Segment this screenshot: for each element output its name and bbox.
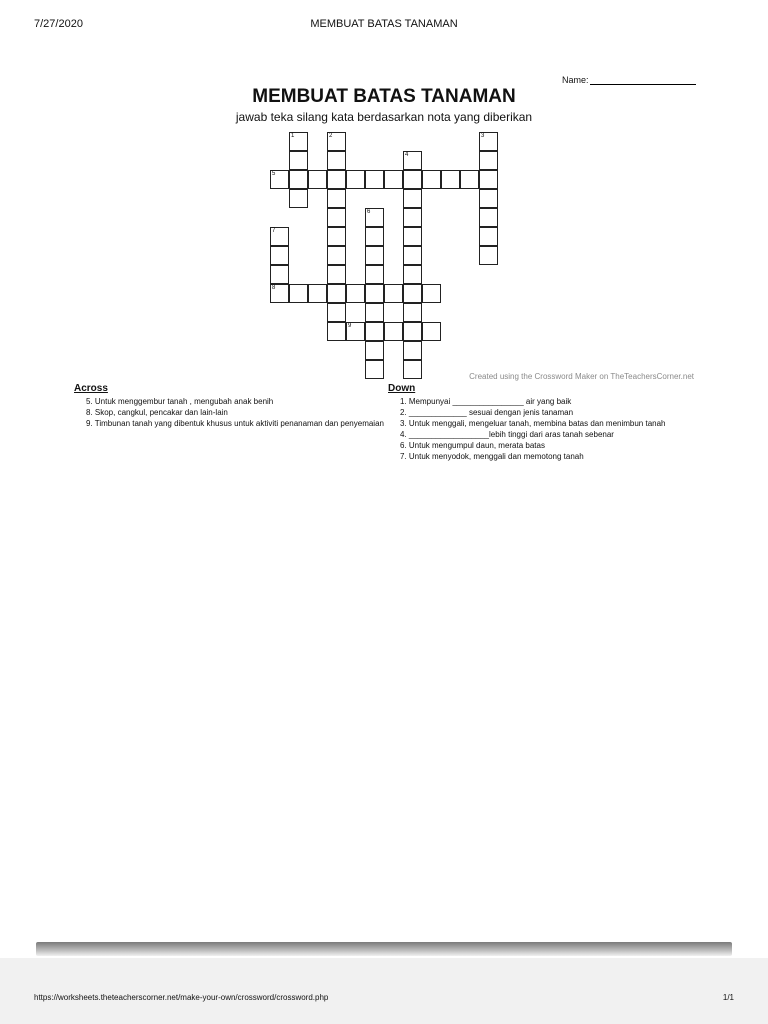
down-clue: 3. Untuk menggali, mengeluar tanah, membina batas dan menimbun tanah bbox=[400, 419, 666, 428]
down-clue: 1. Mempunyai ________________ air yang baik bbox=[400, 397, 572, 406]
crossword-cell[interactable] bbox=[327, 227, 346, 246]
crossword-cell[interactable] bbox=[460, 170, 479, 189]
across-clue: 8. Skop, cangkul, pencakar dan lain-lain bbox=[86, 408, 228, 417]
clue-number: 2 bbox=[329, 133, 333, 139]
clue-number: 5 bbox=[272, 171, 276, 177]
crossword-cell[interactable] bbox=[403, 265, 422, 284]
crossword-cell[interactable] bbox=[270, 227, 289, 246]
crossword-cell[interactable] bbox=[327, 132, 346, 151]
down-clue: 7. Untuk menyodok, menggali dan memotong tanah bbox=[400, 452, 584, 461]
crossword-cell[interactable] bbox=[384, 284, 403, 303]
crossword-cell[interactable] bbox=[403, 341, 422, 360]
crossword-cell[interactable] bbox=[365, 170, 384, 189]
crossword-cell[interactable] bbox=[403, 284, 422, 303]
crossword-cell[interactable] bbox=[479, 170, 498, 189]
crossword-cell[interactable] bbox=[365, 246, 384, 265]
crossword-cell[interactable] bbox=[327, 189, 346, 208]
crossword-cell[interactable] bbox=[365, 341, 384, 360]
down-clue: 6. Untuk mengumpul daun, merata batas bbox=[400, 441, 545, 450]
crossword-cell[interactable] bbox=[479, 227, 498, 246]
clue-number: 1 bbox=[291, 133, 295, 139]
crossword-cell[interactable] bbox=[308, 170, 327, 189]
crossword-cell[interactable] bbox=[422, 170, 441, 189]
crossword-cell[interactable] bbox=[346, 170, 365, 189]
name-label: Name: bbox=[562, 75, 589, 85]
crossword-cell[interactable] bbox=[289, 170, 308, 189]
crossword-cell[interactable] bbox=[365, 322, 384, 341]
crossword-cell[interactable] bbox=[270, 170, 289, 189]
crossword-cell[interactable] bbox=[365, 227, 384, 246]
crossword-cell[interactable] bbox=[327, 303, 346, 322]
down-clue: 4. __________________lebih tinggi dari aras tanah sebenar bbox=[400, 430, 614, 439]
crossword-cell[interactable] bbox=[270, 246, 289, 265]
crossword-cell[interactable] bbox=[327, 322, 346, 341]
across-clue: 9. Timbunan tanah yang dibentuk khusus untuk aktiviti penanaman dan penyemaian bbox=[86, 419, 384, 428]
crossword-cell[interactable] bbox=[289, 189, 308, 208]
crossword-cell[interactable] bbox=[403, 227, 422, 246]
crossword-cell[interactable] bbox=[403, 246, 422, 265]
footer-url: https://worksheets.theteacherscorner.net/make-your-own/crossword/crossword.php bbox=[34, 993, 329, 1002]
worksheet-subtitle: jawab teka silang kata berdasarkan nota yang diberikan bbox=[235, 110, 533, 124]
crossword-cell[interactable] bbox=[422, 284, 441, 303]
clue-number: 3 bbox=[481, 133, 485, 139]
crossword-cell[interactable] bbox=[441, 170, 460, 189]
clue-number: 4 bbox=[405, 152, 409, 158]
worksheet-title: MEMBUAT BATAS TANAMAN bbox=[252, 86, 516, 107]
crossword-cell[interactable] bbox=[384, 170, 403, 189]
crossword-cell[interactable] bbox=[270, 265, 289, 284]
print-header-title: MEMBUAT BATAS TANAMAN bbox=[310, 18, 458, 30]
across-clues bbox=[74, 383, 384, 429]
footer-page-number: 1/1 bbox=[722, 993, 734, 1002]
crossword-cell[interactable] bbox=[403, 303, 422, 322]
crossword-cell[interactable] bbox=[327, 170, 346, 189]
crossword-cell[interactable] bbox=[403, 189, 422, 208]
crossword-cell[interactable] bbox=[308, 284, 327, 303]
credit-text: Created using the Crossword Maker on TheTeachersCorner.net bbox=[469, 372, 694, 381]
crossword-cell[interactable] bbox=[479, 246, 498, 265]
crossword-cell[interactable] bbox=[365, 284, 384, 303]
crossword-cell[interactable] bbox=[479, 132, 498, 151]
crossword-cell[interactable] bbox=[479, 189, 498, 208]
down-clue: 2. _____________ sesuai dengan jenis tanaman bbox=[400, 408, 574, 417]
clue-number: 6 bbox=[367, 209, 371, 215]
crossword-grid bbox=[0, 0, 768, 400]
crossword-cell[interactable] bbox=[479, 151, 498, 170]
crossword-cell[interactable] bbox=[384, 322, 403, 341]
crossword-cell[interactable] bbox=[479, 208, 498, 227]
crossword-cell[interactable] bbox=[346, 284, 365, 303]
across-heading: Across bbox=[74, 383, 108, 394]
clue-number: 9 bbox=[348, 323, 352, 329]
crossword-cell[interactable] bbox=[327, 208, 346, 227]
down-clues bbox=[388, 383, 688, 462]
crossword-cell[interactable] bbox=[403, 322, 422, 341]
crossword-cell[interactable] bbox=[365, 208, 384, 227]
crossword-cell[interactable] bbox=[403, 170, 422, 189]
crossword-cell[interactable] bbox=[365, 303, 384, 322]
crossword-cell[interactable] bbox=[289, 132, 308, 151]
clue-number: 7 bbox=[272, 228, 276, 234]
crossword-cell[interactable] bbox=[289, 284, 308, 303]
crossword-cell[interactable] bbox=[346, 322, 365, 341]
crossword-cell[interactable] bbox=[403, 208, 422, 227]
crossword-cell[interactable] bbox=[422, 322, 441, 341]
crossword-cell[interactable] bbox=[289, 151, 308, 170]
crossword-cell[interactable] bbox=[327, 284, 346, 303]
down-heading: Down bbox=[388, 383, 416, 394]
print-date: 7/27/2020 bbox=[34, 18, 83, 30]
crossword-cell[interactable] bbox=[270, 284, 289, 303]
crossword-cell[interactable] bbox=[327, 246, 346, 265]
crossword-cell[interactable] bbox=[327, 265, 346, 284]
crossword-cell[interactable] bbox=[365, 265, 384, 284]
clue-number: 8 bbox=[272, 285, 276, 291]
across-clue: 5. Untuk menggembur tanah , mengubah anak benih bbox=[86, 397, 274, 406]
page-shadow bbox=[36, 942, 732, 956]
crossword-cell[interactable] bbox=[327, 151, 346, 170]
crossword-cell[interactable] bbox=[403, 151, 422, 170]
